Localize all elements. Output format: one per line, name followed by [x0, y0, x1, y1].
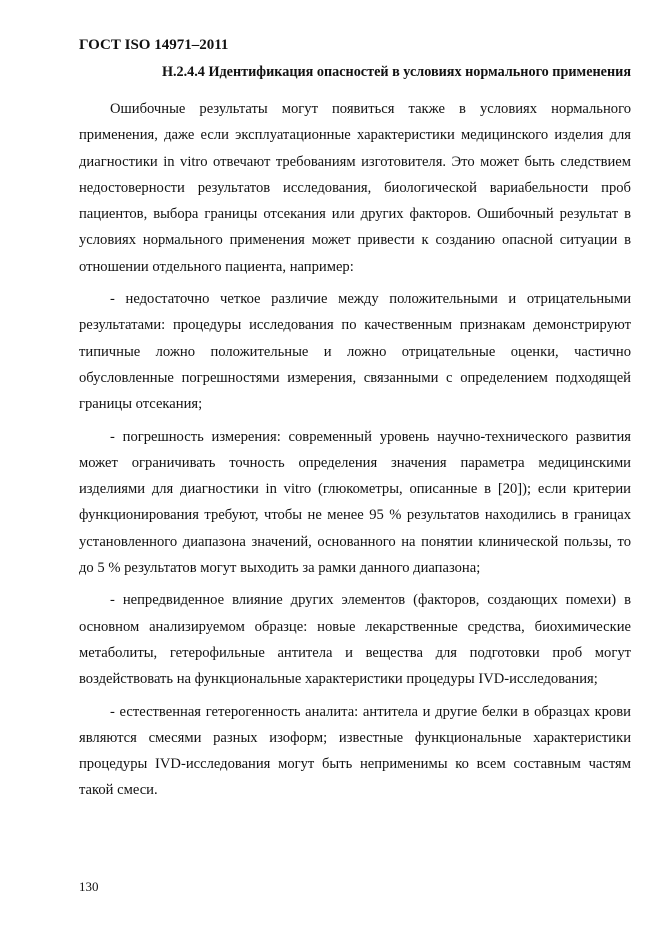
paragraph-item-discrimination: - недостаточно четкое различие между положительными и отрицательными результатами: процедуры исследования по качественным признакам демонстрируют типичные ложно положительные и ложно отрицательные оценки, частично обусловленные погрешностями измерения, связанными с определением подходящей границы отсекания;	[79, 291, 631, 413]
paragraph-item-heterogeneity: - естественная гетерогенность аналита: антитела и другие белки в образцах крови являются смесями разных изоформ; известные функциональные характеристики процедуры IVD-исследования могут быть неприменимы ко всем составным частям такой смеси.	[79, 703, 631, 799]
paragraph-intro: Ошибочные результаты могут появиться также в условиях нормального применения, даже если эксплуатационные характеристики медицинского изделия для диагностики in vitro отвечают требованиям изготовителя. Это может быть следствием недостоверности результатов исследования, биологической вариабельности проб пациентов, выбора границы отсекания или других факторов. Ошибочный результат в условиях нормального применения может привести к созданию опасной ситуации в отношении отдельного пациента, например:	[79, 101, 631, 275]
section-heading: H.2.4.4 Идентификация опасностей в условиях нормального применения	[161, 64, 631, 80]
paragraph-item-interference: - непредвиденное влияние других элементов (факторов, создающих помехи) в основном анализируемом образце: новые лекарственные средства, биохимические метаболиты, гетерофильные антитела и вещества для подготовки проб могут воздействовать на функциональные характеристики процедуры IVD-исследования;	[79, 592, 631, 688]
standard-designation: ГОСТ ISO 14971–2011	[79, 37, 229, 53]
page-number: 130	[79, 879, 99, 894]
body-text	[79, 96, 631, 804]
paragraph-item-measurement-error: - погрешность измерения: современный уровень научно-технического развития может ограничивать точность определения значения параметра медицинскими изделиями для диагностики in vitro (глюкометры, описанные в [20]); если критерии функционирования требуют, чтобы не менее 95 % результатов находились в границах установленного диапазона значений, основанного на понятии клинической пользы, то до 5 % результатов могут выходить за рамки данного диапазона;	[79, 428, 631, 577]
